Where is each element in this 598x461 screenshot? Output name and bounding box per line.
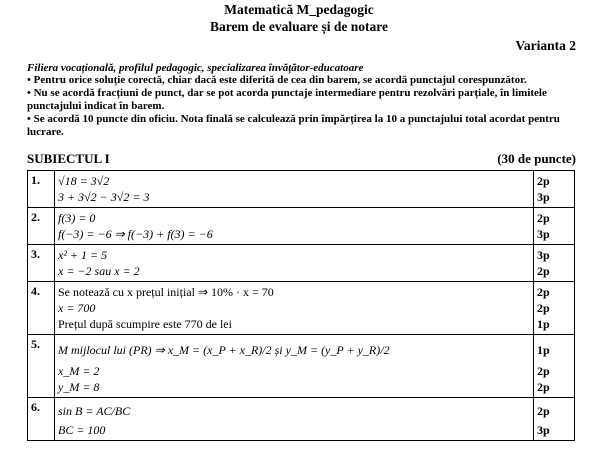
points-value: 1p xyxy=(537,343,550,357)
item-number: 1. xyxy=(28,171,55,208)
points-value: 2p xyxy=(537,301,550,315)
points-value: 3p xyxy=(537,248,550,262)
solution-line: x = −2 sau x = 2 xyxy=(58,264,140,278)
variant-label: Varianta 2 xyxy=(515,38,576,53)
solution-cell xyxy=(55,282,534,335)
item-number: 3. xyxy=(28,245,55,282)
table-row xyxy=(28,282,575,335)
points-value: 3p xyxy=(537,190,550,204)
note-item: • Nu se acordă fracțiuni de punct, dar se pot acorda punctaje intermediare pentru rezolvări parțiale, în limitele punctajului indicat în barem. xyxy=(27,87,547,112)
points-cell xyxy=(534,171,575,208)
solution-line: √18 = 3√2 xyxy=(58,174,110,188)
subject-points: (30 de puncte) xyxy=(497,151,576,166)
table-row xyxy=(28,171,575,208)
solution-line: x = 700 xyxy=(58,301,96,315)
points-cell xyxy=(534,208,575,245)
subject-title: SUBIECTUL I xyxy=(27,151,110,166)
solution-line: sin B = AC/BC xyxy=(58,404,131,418)
solution-line: M mijlocul lui (PR) ⇒ x_M = (x_P + x_R)/2 și y_M = (y_P + y_R)/2 xyxy=(58,343,390,357)
item-number: 4. xyxy=(28,282,55,335)
points-cell xyxy=(534,282,575,335)
barem-table xyxy=(27,170,575,441)
solution-cell xyxy=(55,398,534,441)
table-row xyxy=(28,398,575,441)
points-cell xyxy=(534,245,575,282)
solution-cell xyxy=(55,245,534,282)
points-cell xyxy=(534,335,575,398)
table-row xyxy=(28,208,575,245)
solution-line: Prețul după scumpire este 770 de lei xyxy=(58,317,232,331)
points-value: 2p xyxy=(537,404,550,418)
points-value: 1p xyxy=(537,317,550,331)
solution-line: Se notează cu x prețul inițial ⇒ 10% · x = 70 xyxy=(58,285,274,299)
solution-line: y_M = 8 xyxy=(58,380,100,394)
solution-line: x² + 1 = 5 xyxy=(58,248,108,262)
points-value: 2p xyxy=(537,380,550,394)
points-value: 2p xyxy=(537,211,550,225)
points-value: 3p xyxy=(537,227,550,241)
item-number: 5. xyxy=(28,335,55,398)
grading-notes xyxy=(27,74,575,139)
solution-line: BC = 100 xyxy=(58,423,106,437)
note-item: • Se acordă 10 puncte din oficiu. Nota finală se calculează prin împărțirea la 10 a punctajului total acordat pentru lucrare. xyxy=(27,113,560,138)
solution-cell xyxy=(55,335,534,398)
note-item: • Pentru orice soluție corectă, chiar dacă este diferită de cea din barem, se acordă punctajul corespunzător. xyxy=(27,74,527,86)
solution-cell xyxy=(55,171,534,208)
points-value: 2p xyxy=(537,364,550,378)
solution-line: 3 + 3√2 − 3√2 = 3 xyxy=(58,190,150,204)
item-number: 2. xyxy=(28,208,55,245)
document-subtitle: Barem de evaluare și de notare xyxy=(209,19,389,34)
points-value: 3p xyxy=(537,423,550,437)
table-row xyxy=(28,335,575,398)
item-number: 6. xyxy=(28,398,55,441)
solution-line: f(3) = 0 xyxy=(58,211,96,225)
solution-line: f(−3) = −6 ⇒ f(−3) + f(3) = −6 xyxy=(58,227,213,241)
solution-cell xyxy=(55,208,534,245)
points-value: 2p xyxy=(537,285,550,299)
solution-line: x_M = 2 xyxy=(58,364,100,378)
points-value: 2p xyxy=(537,174,550,188)
points-value: 2p xyxy=(537,264,550,278)
points-cell xyxy=(534,398,575,441)
table-row xyxy=(28,245,575,282)
document-title: Matematică M_pedagogic xyxy=(224,2,374,17)
filiera-line: Filiera vocațională, profilul pedagogic, specializarea învățător-educatoare xyxy=(27,62,364,74)
